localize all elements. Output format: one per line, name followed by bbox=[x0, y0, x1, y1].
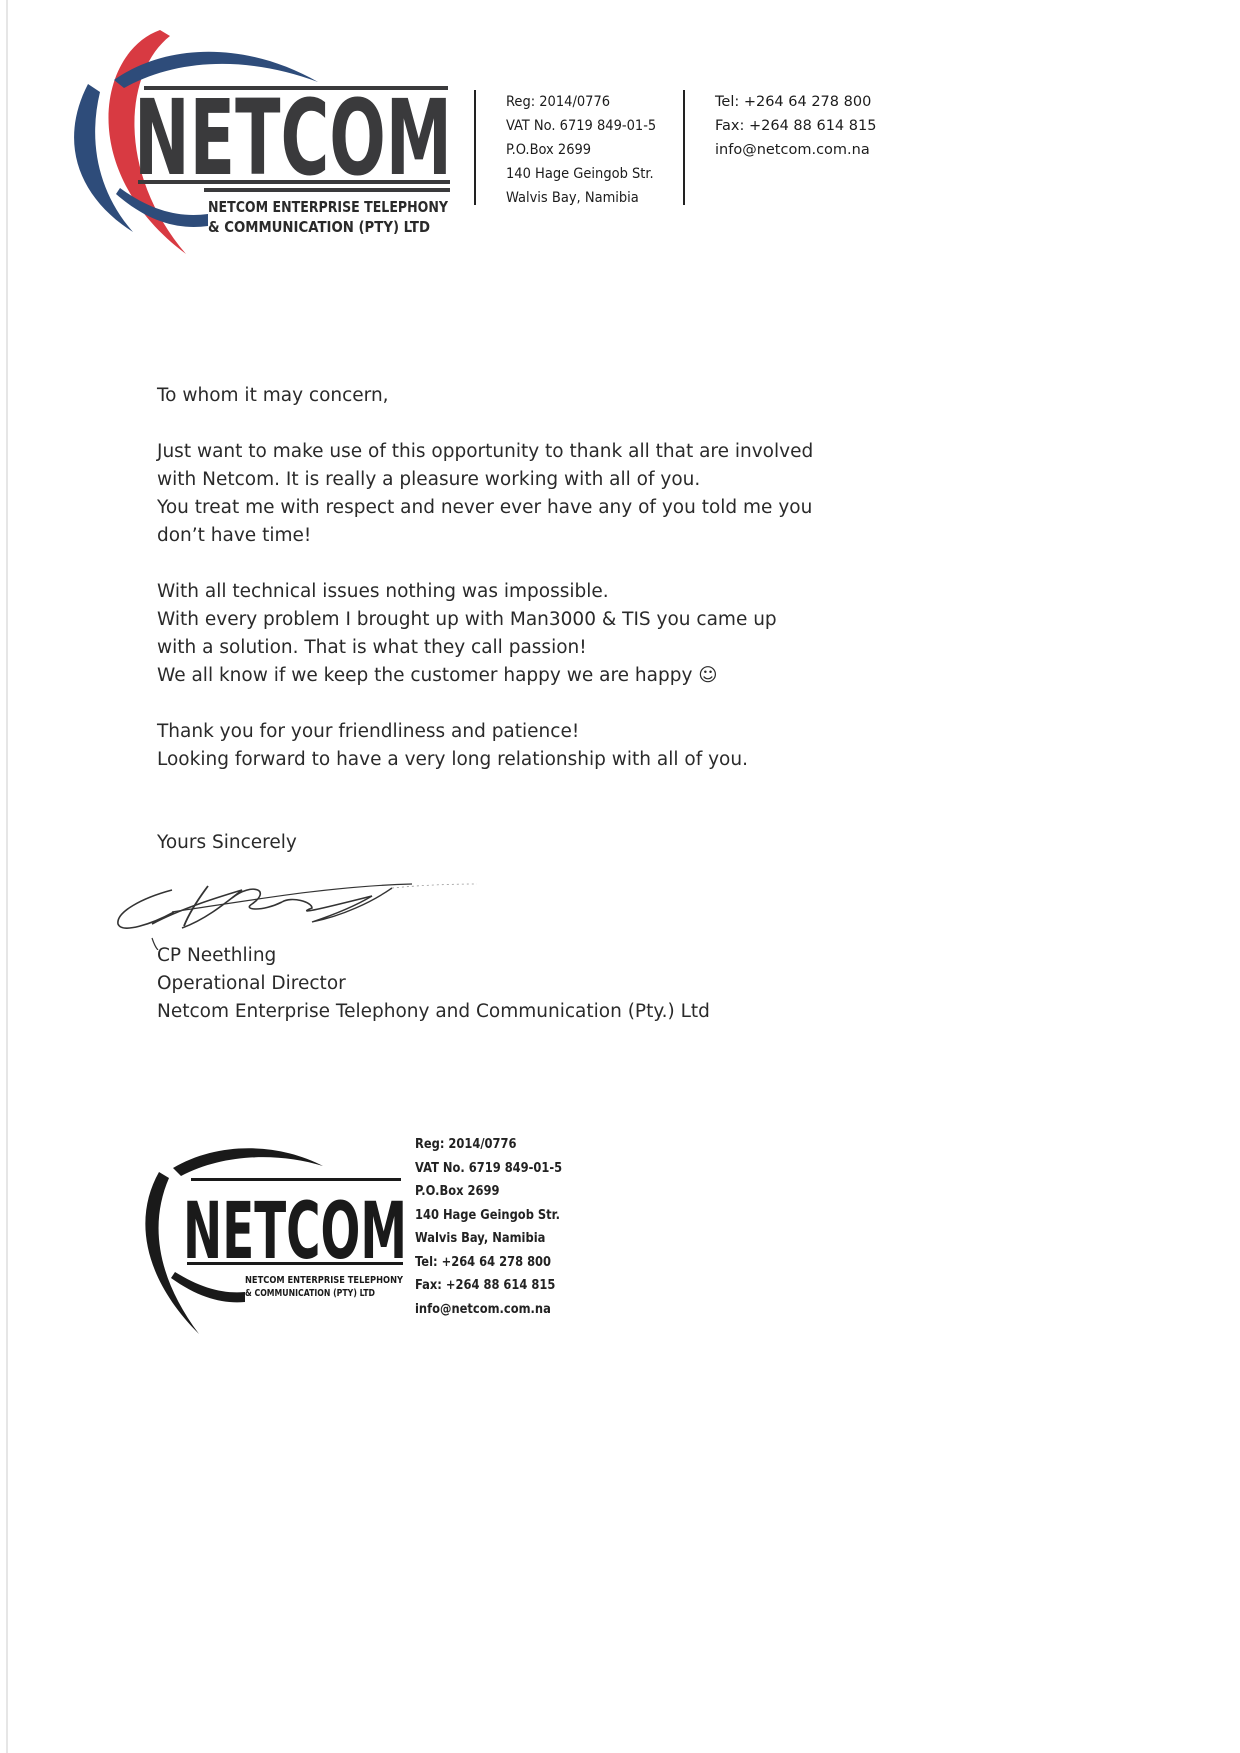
paragraph-line: with Netcom. It is really a pleasure working with all of you. bbox=[157, 469, 701, 490]
stamp-line: Tel: +264 64 278 800 bbox=[415, 1253, 552, 1270]
paragraph-line: You treat me with respect and never ever have any of you told me you bbox=[157, 497, 813, 518]
paragraph-line: We all know if we keep the customer happy we are happy ☺ bbox=[157, 665, 718, 686]
paragraph-thanks bbox=[157, 438, 977, 550]
signer-block bbox=[157, 942, 710, 1026]
paragraph-line: With every problem I brought up with Man3000 & TIS you came up bbox=[157, 609, 777, 630]
telephone: Tel: +264 64 278 800 bbox=[715, 94, 872, 110]
paragraph-line: don’t have time! bbox=[157, 525, 312, 546]
stamp-line: Fax: +264 88 614 815 bbox=[415, 1277, 556, 1293]
netcom-logo bbox=[58, 22, 458, 284]
stamp-wordmark: NETCOM bbox=[183, 1187, 407, 1277]
city-country: Walvis Bay, Namibia bbox=[506, 190, 639, 206]
stamp-company-line2: & COMMUNICATION (PTY) LTD bbox=[245, 1288, 375, 1299]
vat-number: VAT No. 6719 849-01-5 bbox=[506, 118, 657, 134]
salutation-text: To whom it may concern, bbox=[157, 385, 389, 406]
signer-name: CP Neethling bbox=[157, 945, 277, 966]
logo-wordmark: NETCOM bbox=[134, 77, 452, 199]
po-box: P.O.Box 2699 bbox=[506, 142, 592, 158]
stamp-line: Reg: 2014/0776 bbox=[415, 1136, 517, 1152]
salutation bbox=[157, 382, 977, 410]
paragraph-line: With all technical issues nothing was impossible. bbox=[157, 581, 609, 602]
email: info@netcom.com.na bbox=[715, 142, 870, 158]
paragraph-line: Looking forward to have a very long relationship with all of you. bbox=[157, 749, 748, 770]
stamp-line: 140 Hage Geingob Str. bbox=[415, 1206, 561, 1223]
logo-company-line2: & COMMUNICATION (PTY) LTD bbox=[208, 218, 430, 236]
logo-company-line1: NETCOM ENTERPRISE TELEPHONY bbox=[208, 198, 449, 216]
registration-number: Reg: 2014/0776 bbox=[506, 94, 611, 110]
signer-title: Operational Director bbox=[157, 973, 346, 994]
paragraph-line: Thank you for your friendliness and patience! bbox=[157, 721, 580, 742]
letter-body bbox=[157, 382, 977, 802]
handwritten-signature bbox=[112, 872, 482, 950]
registration-block bbox=[474, 90, 656, 205]
stamp-line: Walvis Bay, Namibia bbox=[415, 1230, 546, 1246]
paragraph-line: Just want to make use of this opportunity to thank all that are involved bbox=[157, 441, 814, 462]
scan-edge-shadow bbox=[6, 0, 8, 1753]
contact-block bbox=[683, 90, 876, 205]
company-stamp-logo bbox=[127, 1138, 413, 1334]
company-stamp-text bbox=[415, 1133, 562, 1321]
stamp-line: info@netcom.com.na bbox=[415, 1300, 551, 1317]
closing: Yours Sincerely bbox=[157, 832, 297, 853]
stamp-line: VAT No. 6719 849-01-5 bbox=[415, 1159, 563, 1176]
paragraph-closing-thanks bbox=[157, 718, 977, 774]
paragraph-line: with a solution. That is what they call passion! bbox=[157, 637, 587, 658]
street-address: 140 Hage Geingob Str. bbox=[506, 166, 654, 182]
paragraph-technical bbox=[157, 578, 977, 690]
stamp-company-line1: NETCOM ENTERPRISE TELEPHONY bbox=[245, 1275, 404, 1286]
stamp-line: P.O.Box 2699 bbox=[415, 1183, 500, 1199]
fax: Fax: +264 88 614 815 bbox=[715, 118, 877, 134]
signer-company: Netcom Enterprise Telephony and Communication (Pty.) Ltd bbox=[157, 1001, 710, 1022]
